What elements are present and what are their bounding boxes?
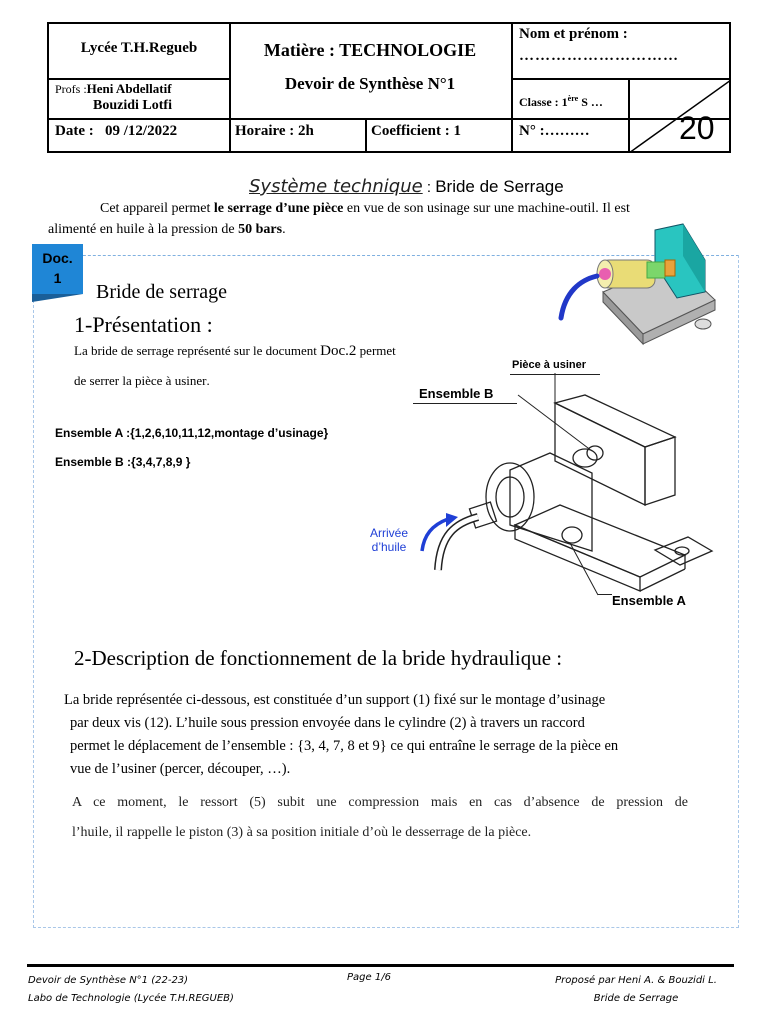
devoir-title: Devoir de Synthèse N°1 xyxy=(284,74,456,93)
footer-left-2: Labo de Technologie (Lycée T.H.REGUEB) xyxy=(28,993,234,1004)
prof-2: Bouzidi Lotfi xyxy=(93,98,172,113)
numero-field[interactable]: N° :……… xyxy=(519,123,590,139)
desc-line-4: vue de l’usiner (percer, découper, …). xyxy=(70,761,291,777)
footer-left-1: Devoir de Synthèse N°1 (22-23) xyxy=(28,975,189,986)
profs-prefix: Profs : xyxy=(55,82,87,96)
intro-text-2: en vue de son usinage sur une machine-outil. Il est xyxy=(343,201,630,216)
label-piece-underline xyxy=(510,374,600,375)
desc-line-6: l’huile, il rappelle le piston (3) à sa position initiale d’où le desserrage de la pièce. xyxy=(72,825,532,840)
subject-label: Système technique xyxy=(249,176,423,197)
intro-bold-2: 50 bars xyxy=(238,222,283,237)
desc-line-2: par deux vis (12). L’huile sous pression envoyée dans le cylindre (2) à travers un raccord xyxy=(70,715,585,731)
intro-text-3: alimenté en huile à la pression de xyxy=(48,222,239,237)
horaire: Horaire : 2h xyxy=(235,123,314,139)
presentation-text xyxy=(74,341,396,361)
pres-text-3: de xyxy=(74,373,90,388)
school-name: Lycée T.H.Regueb xyxy=(80,40,198,56)
doc-tab-line2: 1 xyxy=(53,270,62,286)
subject-title: Bride de Serrage xyxy=(435,177,564,196)
matiere: Matière : TECHNOLOGIE xyxy=(263,40,477,60)
bride-drawing xyxy=(360,355,720,615)
pres-text-4: . xyxy=(206,373,210,388)
nom-label: Nom et prénom : xyxy=(519,26,628,42)
nom-field[interactable]: ………………………… xyxy=(519,48,679,64)
header-table xyxy=(47,22,731,153)
intro-bold-1: le serrage d’une pièce xyxy=(213,201,344,216)
footer-rule xyxy=(27,964,734,967)
date: Date : 09 /12/2022 xyxy=(55,123,178,139)
desc-line-5: A ce moment, le ressort (5) subit une compression mais en cas d’absence de pression de xyxy=(72,795,688,810)
label-piece-a-usiner: Pièce à usiner xyxy=(512,359,586,371)
intro-text-1: Cet appareil permet xyxy=(100,201,214,216)
prof-1: Heni Abdellatif xyxy=(86,81,172,96)
intro-text-4: . xyxy=(282,222,286,237)
ensemble-b-list: Ensemble B :{3,4,7,8,9 } xyxy=(55,455,191,469)
footer-page: Page 1/6 xyxy=(347,972,391,983)
subject-sep: : xyxy=(422,179,436,196)
footer-right-1: Proposé par Heni A. & Bouzidi L. xyxy=(555,975,717,986)
subject-line xyxy=(240,155,564,197)
label-arrivee-2: d’huile xyxy=(371,540,407,554)
classe-field[interactable] xyxy=(519,94,603,110)
description-paragraph xyxy=(64,689,724,781)
pres-serrer: serrer la pièce à usiner xyxy=(89,373,207,388)
doc-tab xyxy=(32,244,83,294)
classe-sup: ère xyxy=(567,94,579,103)
grade-total: 20 xyxy=(679,110,715,146)
pres-text-2: permet xyxy=(356,343,396,358)
label-ensemble-b: Ensemble B xyxy=(419,386,494,401)
coefficient: Coefficient : 1 xyxy=(371,123,461,139)
pres-doc2: Doc.2 xyxy=(320,343,357,359)
label-arrivee-1: Arrivée xyxy=(370,526,409,540)
bride-3d-thumbnail xyxy=(555,222,725,347)
label-ensa-leader xyxy=(598,594,612,595)
presentation-text-2 xyxy=(74,373,210,389)
section-description: 2-Description de fonctionnement de la bride hydraulique : xyxy=(74,646,563,670)
label-ensb-underline xyxy=(413,403,517,404)
section-presentation: 1-Présentation : xyxy=(74,312,213,337)
profs-label xyxy=(55,81,172,97)
footer-right-2: Bride de Serrage xyxy=(593,993,679,1004)
footer-right xyxy=(536,972,736,1008)
pres-text-1: La bride de serrage représenté sur le document xyxy=(74,343,321,358)
classe-prefix: Classe : 1 xyxy=(519,95,568,109)
classe-suffix: S … xyxy=(578,95,603,109)
description-paragraph-2 xyxy=(72,788,688,848)
ensemble-a-list: Ensemble A :{1,2,6,10,11,12,montage d’usinage} xyxy=(55,426,329,440)
label-arrivee-huile xyxy=(370,526,408,554)
footer-left xyxy=(28,972,234,1008)
doc-title: Bride de serrage xyxy=(96,281,228,303)
desc-line-3: permet le déplacement de l’ensemble : {3, 4, 7, 8 et 9} ce qui entraîne le serrage de la pièce en xyxy=(70,738,619,754)
label-ensemble-a: Ensemble A xyxy=(612,593,686,608)
doc-tab-line1: Doc. xyxy=(42,250,73,266)
desc-line-1: La bride représentée ci-dessous, est constituée d’un support (1) fixé sur le montage d’usinage xyxy=(64,692,606,708)
